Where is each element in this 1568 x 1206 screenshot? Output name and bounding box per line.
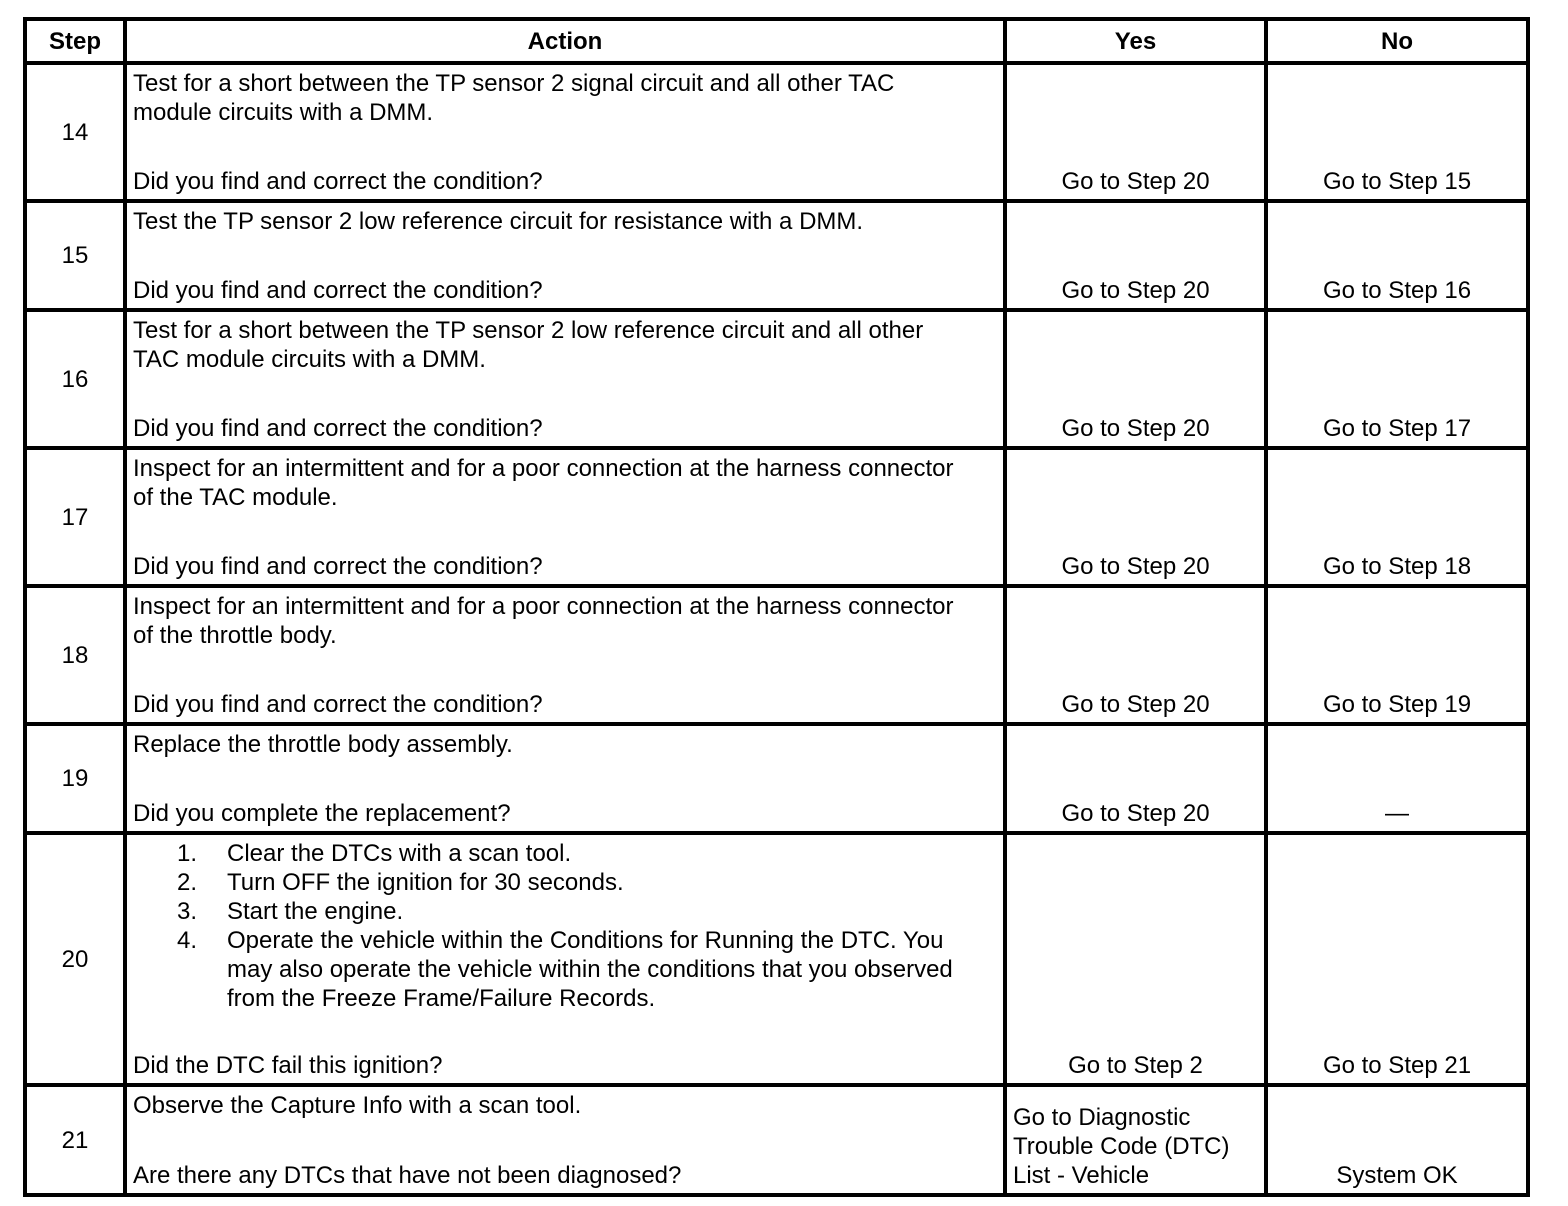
yes-result [1007,1103,1264,1190]
no-result: Go to Step 21 [1322,1052,1472,1079]
action-question: Did the DTC fail this ignition? [133,1052,443,1079]
action-cell [125,724,1005,833]
action-cell [125,448,1005,586]
header-yes: Yes [1005,19,1266,63]
action-cell [125,586,1005,724]
action-question: Did you find and correct the condition? [133,277,543,304]
instruction-line: of the throttle body. [133,622,337,649]
no-result: — [1385,800,1409,827]
no-cell [1266,586,1528,724]
action-cell [125,201,1005,310]
action-question: Did you find and correct the condition? [133,553,543,580]
action-instruction [127,312,1003,374]
table-row [25,724,1528,833]
list-item-line: Clear the DTCs with a scan tool. [227,840,572,867]
list-item [127,839,997,868]
table-row [25,1085,1528,1195]
instruction-line: of the TAC module. [133,484,338,511]
instruction-line: Inspect for an intermittent and for a poor connection at the harness connector [133,455,954,482]
list-item-number: 2. [176,869,197,896]
step-number: 16 [25,310,125,448]
step-number: 17 [25,448,125,586]
table-row [25,63,1528,201]
action-instruction [127,726,1003,759]
action-cell [125,1085,1005,1195]
yes-result: Go to Step 2 [1068,1052,1203,1079]
no-result: Go to Step 17 [1322,415,1472,442]
no-result: Go to Step 15 [1322,168,1472,195]
no-result: System OK [1336,1162,1458,1189]
action-instruction [127,450,1003,512]
no-cell [1266,1085,1528,1195]
action-instruction [127,588,1003,650]
action-question: Did you complete the replacement? [133,800,511,827]
step-number: 21 [25,1085,125,1195]
instruction-line: Test the TP sensor 2 low reference circuit for resistance with a DMM. [133,208,864,235]
yes-result-line: Go to Diagnostic [1013,1104,1191,1131]
yes-cell [1005,63,1266,201]
instruction-line: Test for a short between the TP sensor 2 low reference circuit and all other [133,317,924,344]
step-number: 18 [25,586,125,724]
yes-cell [1005,586,1266,724]
yes-result: Go to Step 20 [1061,553,1210,580]
yes-cell [1005,833,1266,1085]
yes-result-line: Trouble Code (DTC) [1013,1133,1230,1160]
list-item-text [227,926,997,1013]
table-row [25,586,1528,724]
instruction-line: Replace the throttle body assembly. [133,731,513,758]
action-instruction [127,1087,1003,1120]
yes-cell [1005,1085,1266,1195]
no-cell [1266,63,1528,201]
list-item [127,897,997,926]
no-result: Go to Step 19 [1322,691,1472,718]
yes-result: Go to Step 20 [1061,168,1210,195]
instruction-line: Test for a short between the TP sensor 2 signal circuit and all other TAC [133,70,895,97]
list-item [127,926,997,1013]
header-row [25,19,1528,63]
no-cell [1266,448,1528,586]
step-number: 19 [25,724,125,833]
no-result: Go to Step 18 [1322,553,1472,580]
yes-result: Go to Step 20 [1061,800,1210,827]
header-action: Action [125,19,1005,63]
table-row [25,448,1528,586]
list-item-text [227,839,997,868]
yes-cell [1005,724,1266,833]
action-question: Are there any DTCs that have not been diagnosed? [133,1162,682,1189]
yes-result: Go to Step 20 [1061,277,1210,304]
step-number: 15 [25,201,125,310]
list-item-number: 4. [176,927,197,954]
header-step: Step [25,19,125,63]
action-question: Did you find and correct the condition? [133,415,543,442]
action-steps-list [127,835,1003,1013]
no-cell [1266,724,1528,833]
list-item-line: may also operate the vehicle within the conditions that you observed [227,956,953,983]
yes-result: Go to Step 20 [1061,415,1210,442]
no-result: Go to Step 16 [1322,277,1472,304]
table-row [25,833,1528,1085]
action-cell [125,310,1005,448]
step-number: 20 [25,833,125,1085]
instruction-line: Inspect for an intermittent and for a poor connection at the harness connector [133,593,954,620]
action-cell [125,833,1005,1085]
action-cell [125,63,1005,201]
header-no: No [1266,19,1528,63]
table-row [25,310,1528,448]
list-item-line: Start the engine. [227,898,404,925]
yes-cell [1005,448,1266,586]
yes-result-line: List - Vehicle [1013,1162,1150,1189]
list-item-line: Operate the vehicle within the Conditions for Running the DTC. You [227,927,944,954]
action-instruction [127,65,1003,127]
action-instruction [127,203,1003,236]
yes-cell [1005,310,1266,448]
yes-cell [1005,201,1266,310]
list-item-line: Turn OFF the ignition for 30 seconds. [227,869,624,896]
no-cell [1266,201,1528,310]
instruction-line: TAC module circuits with a DMM. [133,346,486,373]
table-row [25,201,1528,310]
yes-result: Go to Step 20 [1061,691,1210,718]
no-cell [1266,833,1528,1085]
diagnostic-steps-table [23,17,1530,1197]
action-question: Did you find and correct the condition? [133,691,543,718]
instruction-line: module circuits with a DMM. [133,99,434,126]
no-cell [1266,310,1528,448]
list-item-number: 1. [176,840,197,867]
action-question: Did you find and correct the condition? [133,168,543,195]
list-item-line: from the Freeze Frame/Failure Records. [227,985,656,1012]
step-number: 14 [25,63,125,201]
list-item-text [227,868,997,897]
list-item-text [227,897,997,926]
list-item [127,868,997,897]
list-item-number: 3. [176,898,197,925]
instruction-line: Observe the Capture Info with a scan tool. [133,1092,582,1119]
